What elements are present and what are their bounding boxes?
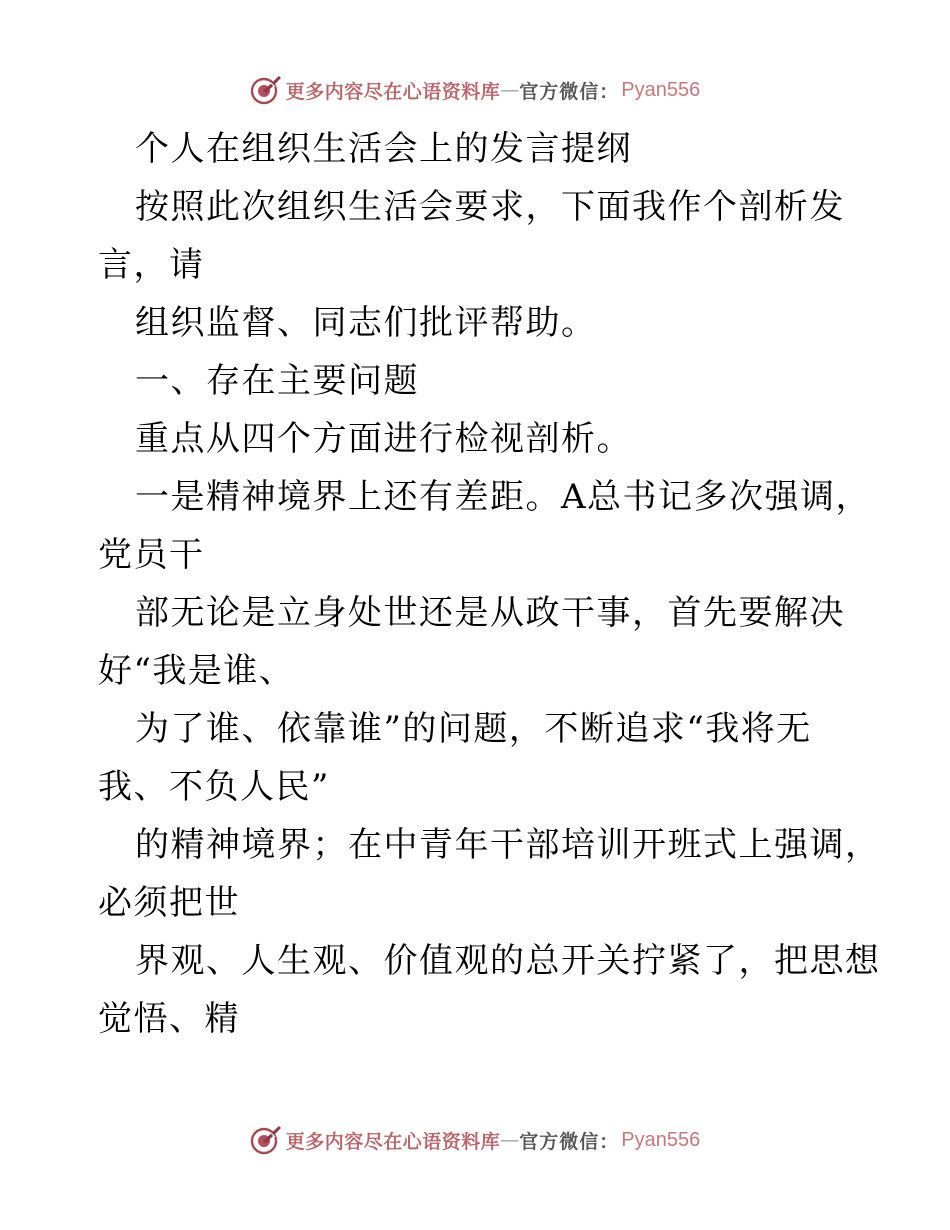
text-line: 部无论是立身处世还是从政干事，首先要解决 <box>135 593 845 633</box>
promo-dash: — <box>500 79 520 101</box>
pen-logo-icon <box>250 1124 282 1156</box>
promo-dash: — <box>500 1129 520 1151</box>
text-line: 重点从四个方面进行检视剖析。 <box>135 419 632 459</box>
text-line: 的精神境界；在中青年干部培训开班式上强调， <box>135 825 881 865</box>
wechat-id: Pyan556 <box>621 1128 701 1151</box>
text-line: 一是精神境界上还有差距。A总书记多次强调， <box>135 477 872 517</box>
text-line: 为了谁、依靠谁”的问题，不断追求“我将无 <box>135 709 812 749</box>
promo-text: 更多内容尽在心语资料库 <box>285 1130 501 1153</box>
wechat-id: Pyan556 <box>621 78 701 101</box>
text-line: 按照此次组织生活会要求，下面我作个剖析发 <box>135 187 845 227</box>
wechat-label: 官方微信： <box>519 80 620 103</box>
footer-banner <box>0 1120 950 1160</box>
text-line: 好“我是谁、 <box>98 651 295 691</box>
document-body <box>98 120 881 1048</box>
section-heading: 一、存在主要问题 <box>135 361 419 401</box>
header-banner <box>0 70 950 110</box>
text-line: 组织监督、同志们批评帮助。 <box>135 303 597 343</box>
wechat-label: 官方微信： <box>519 1130 620 1153</box>
text-line: 界观、人生观、价值观的总开关拧紧了，把思想 <box>135 941 881 981</box>
pen-logo-icon <box>250 74 282 106</box>
text-line: 言，请 <box>98 245 205 285</box>
text-line: 我、不负人民” <box>98 767 330 807</box>
text-line: 党员干 <box>98 535 205 575</box>
text-line: 觉悟、精 <box>98 999 240 1039</box>
text-line: 必须把世 <box>98 883 240 923</box>
document-title: 个人在组织生活会上的发言提纲 <box>135 129 632 169</box>
promo-text: 更多内容尽在心语资料库 <box>285 80 501 103</box>
